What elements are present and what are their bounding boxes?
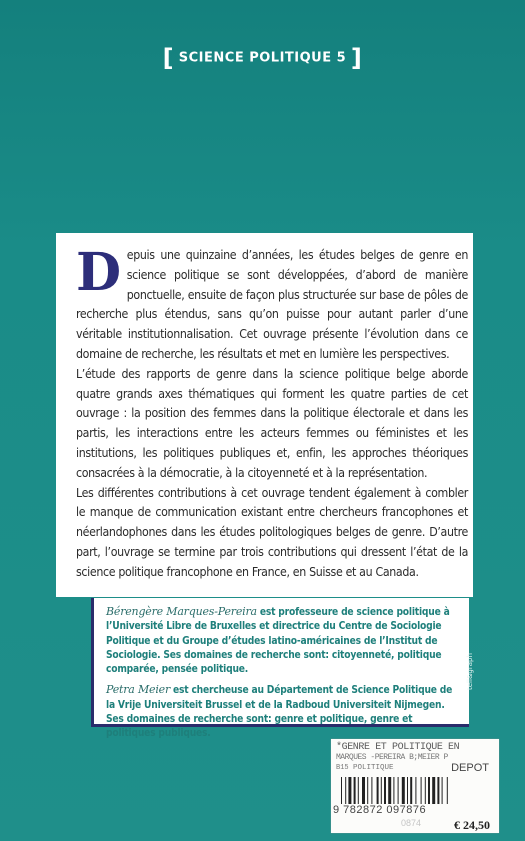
bracket-open: [	[162, 44, 175, 72]
barcode-digits: 9 782872 097876	[333, 804, 427, 816]
summary-paragraph-1	[76, 242, 468, 365]
author-name-1: Bérengère Marques-Pereira	[106, 605, 257, 618]
summary-text	[76, 242, 468, 583]
price-sticker	[331, 739, 499, 833]
author-bio-1-text: est professeure de science politique à l’Université Libre de Bruxelles et directrice du Centre de Sociologie Politique et du Groupe d’études latino-américaines de l’Institut de Sociologie. Ses domaines de recherche sont: citoyenneté, politique comparée, pensée politique.	[106, 607, 450, 676]
author-name-2: Petra Meier	[106, 683, 171, 697]
author-bios	[91, 598, 469, 740]
sticker-title: *GENRE ET POLITIQUE EN	[336, 742, 460, 753]
collection-label	[0, 44, 525, 72]
author-bio-1	[106, 605, 463, 677]
summary-paragraph-1-text: epuis une quinzaine d’années, les études belges de genre en science politique se sont développées, d’abord de manière ponctuelle, ensuite de façon plus structurée sur base de pôles de recherche plus étendus, sans qu’on puisse pour autant parler d’une véritable institutionnalisation. Cet ouvrage présente l’évolution dans ce domaine de recherche, les résultats et met en lumière les perspectives.	[76, 248, 468, 361]
drop-cap: D	[76, 242, 121, 303]
designer-credit: tell&graph	[466, 653, 474, 690]
sticker-depot: DEPOT	[451, 762, 489, 774]
summary-paragraph-2: L’étude des rapports de genre dans la science politique belge aborde quatre grands axes thématiques qui forment les quatre parties de cet ouvrage : la position des femmes dans la politique électorale et dans les partis, les interactions entre les acteurs femmes ou féministes et les institutions, les politiques publiques et, enfin, les approches théoriques consacrées à la démocratie, à la citoyenneté et à la représentation.	[76, 366, 468, 480]
sticker-authors: MARQUES -PEREIRA B;MEIER P	[336, 753, 448, 762]
price-label: € 24,50	[454, 818, 490, 832]
sticker-category: POLITIQUE	[353, 764, 394, 772]
sticker-code: B15	[336, 764, 349, 772]
barcode	[341, 777, 489, 804]
summary-paragraph-3: Les différentes contributions à cet ouvrage tendent également à combler le manque de communication existant entre chercheurs francophones et néerlandophones dans les études politologiques belges de genre. D’autre part, l’ouvrage se termine par trois contributions qui dressent l’état de la science politique francophone en France, en Suisse et au Canada.	[76, 485, 468, 579]
faded-code: 0874	[401, 818, 422, 828]
bracket-close: ]	[350, 44, 363, 72]
author-bio-2	[106, 683, 463, 741]
author-bio-2-text: est chercheuse au Département de Science Politique de la Vrije Universiteit Brussel et de la Radboud Universiteit Nijmegen. Ses domaines de recherche sont: genre et politique, genre et politiques publiques.	[106, 685, 453, 740]
collection-title: SCIENCE POLITIQUE 5	[178, 50, 347, 66]
